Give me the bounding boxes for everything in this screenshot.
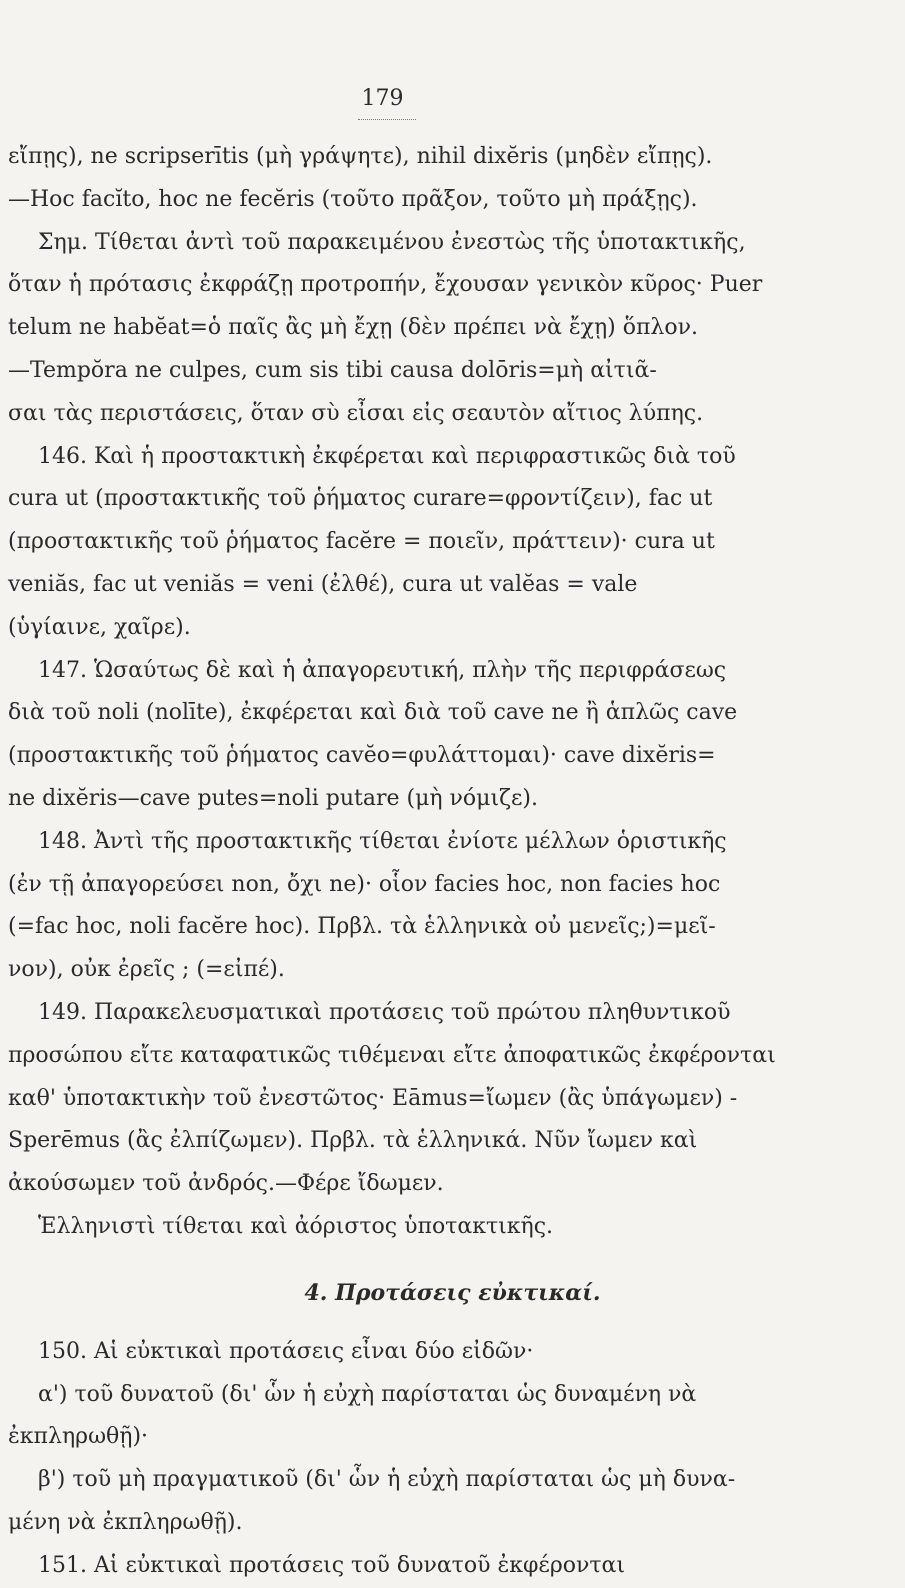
text-line: 150. Αἱ εὐκτικαὶ προτάσεις εἶναι δύο εἰδῶν· [38,1338,534,1364]
text-line: telum ne habĕat=ὁ παῖς ἂς μὴ ἔχῃ (δὲν πρέπει νὰ ἔχῃ) ὅπλον. [8,315,698,341]
text-line: νον), οὐκ ἐρεῖς ; (=εἰπέ). [8,957,285,983]
text-line: (ὑγίαινε, χαῖρε). [8,614,191,640]
text-line: 151. Αἱ εὐκτικαὶ προτάσεις τοῦ δυνατοῦ ἐκφέρονται [38,1552,626,1578]
page-number: 179 [361,86,404,111]
text-line: veniăs, fac ut veniăs = veni (ἐλθέ), cura ut valĕas = vale [8,571,638,597]
text-line: 148. Ἀντὶ τῆς προστακτικῆς τίθεται ἐνίοτε μέλλων ὁριστικῆς [38,828,727,854]
text-line: προσώπου εἴτε καταφατικῶς τιθέμεναι εἴτε ἀποφατικῶς ἐκφέρονται [8,1042,776,1068]
body-text [0,136,905,1588]
text-line: διὰ τοῦ noli (nolīte), ἐκφέρεται καὶ διὰ τοῦ cave ne ἢ ἁπλῶς cave [8,700,738,726]
text-line: —Tempŏra ne culpes, cum sis tibi causa dolōris=μὴ αἰτιᾶ- [8,357,657,383]
text-line: ne dixĕris—cave putes=noli putare (μὴ νόμιζε). [8,785,538,811]
text-line: εἴπῃς), ne scripserītis (μὴ γράψητε), nihil dixĕris (μηδὲν εἴπῃς). [8,144,713,169]
text-line: 146. Καὶ ἡ προστακτικὴ ἐκφέρεται καὶ περιφραστικῶς διὰ τοῦ [38,443,736,469]
text-line: καθ' ὑποτακτικὴν τοῦ ἐνεστῶτος· Eāmus=ἴωμεν (ἂς ὑπάγωμεν) - [8,1085,738,1111]
text-line: cura ut (προστακτικῆς τοῦ ῥήματος curare=φροντίζειν), fac ut [8,486,713,512]
text-line: (προστακτικῆς τοῦ ῥήματος cavĕo=φυλάττομαι)· cave dixĕris= [8,743,716,769]
text-line: β') τοῦ μὴ πραγματικοῦ (δι' ὧν ἡ εὐχὴ παρίσταται ὡς μὴ δυνα- [38,1467,736,1493]
text-line: Ἑλληνιστὶ τίθεται καὶ ἀόριστος ὑποτακτικῆς. [38,1213,554,1239]
text-line: α') τοῦ δυνατοῦ (δι' ὧν ἡ εὐχὴ παρίσταται ὡς δυναμένη νὰ [38,1381,697,1407]
text-line: ὅταν ἡ πρότασις ἐκφράζῃ προτροπήν, ἔχουσαν γενικὸν κῦρος· Puer [8,272,763,298]
text-line: ἀκούσωμεν τοῦ ἀνδρός.—Φέρε ἴδωμεν. [8,1171,444,1197]
text-line: —Hoc facĭto, hoc ne fecĕris (τοῦτο πρᾶξον, τοῦτο μὴ πράξῃς). [8,186,698,212]
text-line: (=fac hoc, noli facĕre hoc). Πρβλ. τὰ ἑλληνικὰ οὐ μενεῖς;)=μεῖ- [8,914,716,940]
text-line: Sperēmus (ἂς ἐλπίζωμεν). Πρβλ. τὰ ἑλληνικά. Νῦν ἴωμεν καὶ [8,1128,698,1154]
page-number-rule [358,119,416,120]
text-line: σαι τὰς περιστάσεις, ὅταν σὺ εἶσαι εἰς σεαυτὸν αἴτιος λύπης. [8,400,704,426]
text-line: 149. Παρακελευσματικαὶ προτάσεις τοῦ πρώτου πληθυντικοῦ [38,999,731,1025]
text-line: Σημ. Τίθεται ἀντὶ τοῦ παρακειμένου ἐνεστὼς τῆς ὑποτακτικῆς, [38,229,746,255]
text-line: μένη νὰ ἐκπληρωθῇ). [8,1509,243,1535]
text-line: ἐκπληρωθῇ)· [8,1424,149,1450]
text-line: (ἐν τῇ ἀπαγορεύσει non, ὄχι ne)· οἷον facies hoc, non facies hoc [8,871,721,897]
text-line: 147. Ὡσαύτως δὲ καὶ ἡ ἀπαγορευτική, πλὴν τῆς περιφράσεως [38,657,727,683]
text-line: (προστακτικῆς τοῦ ῥήματος facĕre = ποιεῖν, πράττειν)· cura ut [8,529,715,555]
section-heading: 4. Προτάσεις εὐκτικαί. [304,1279,601,1306]
